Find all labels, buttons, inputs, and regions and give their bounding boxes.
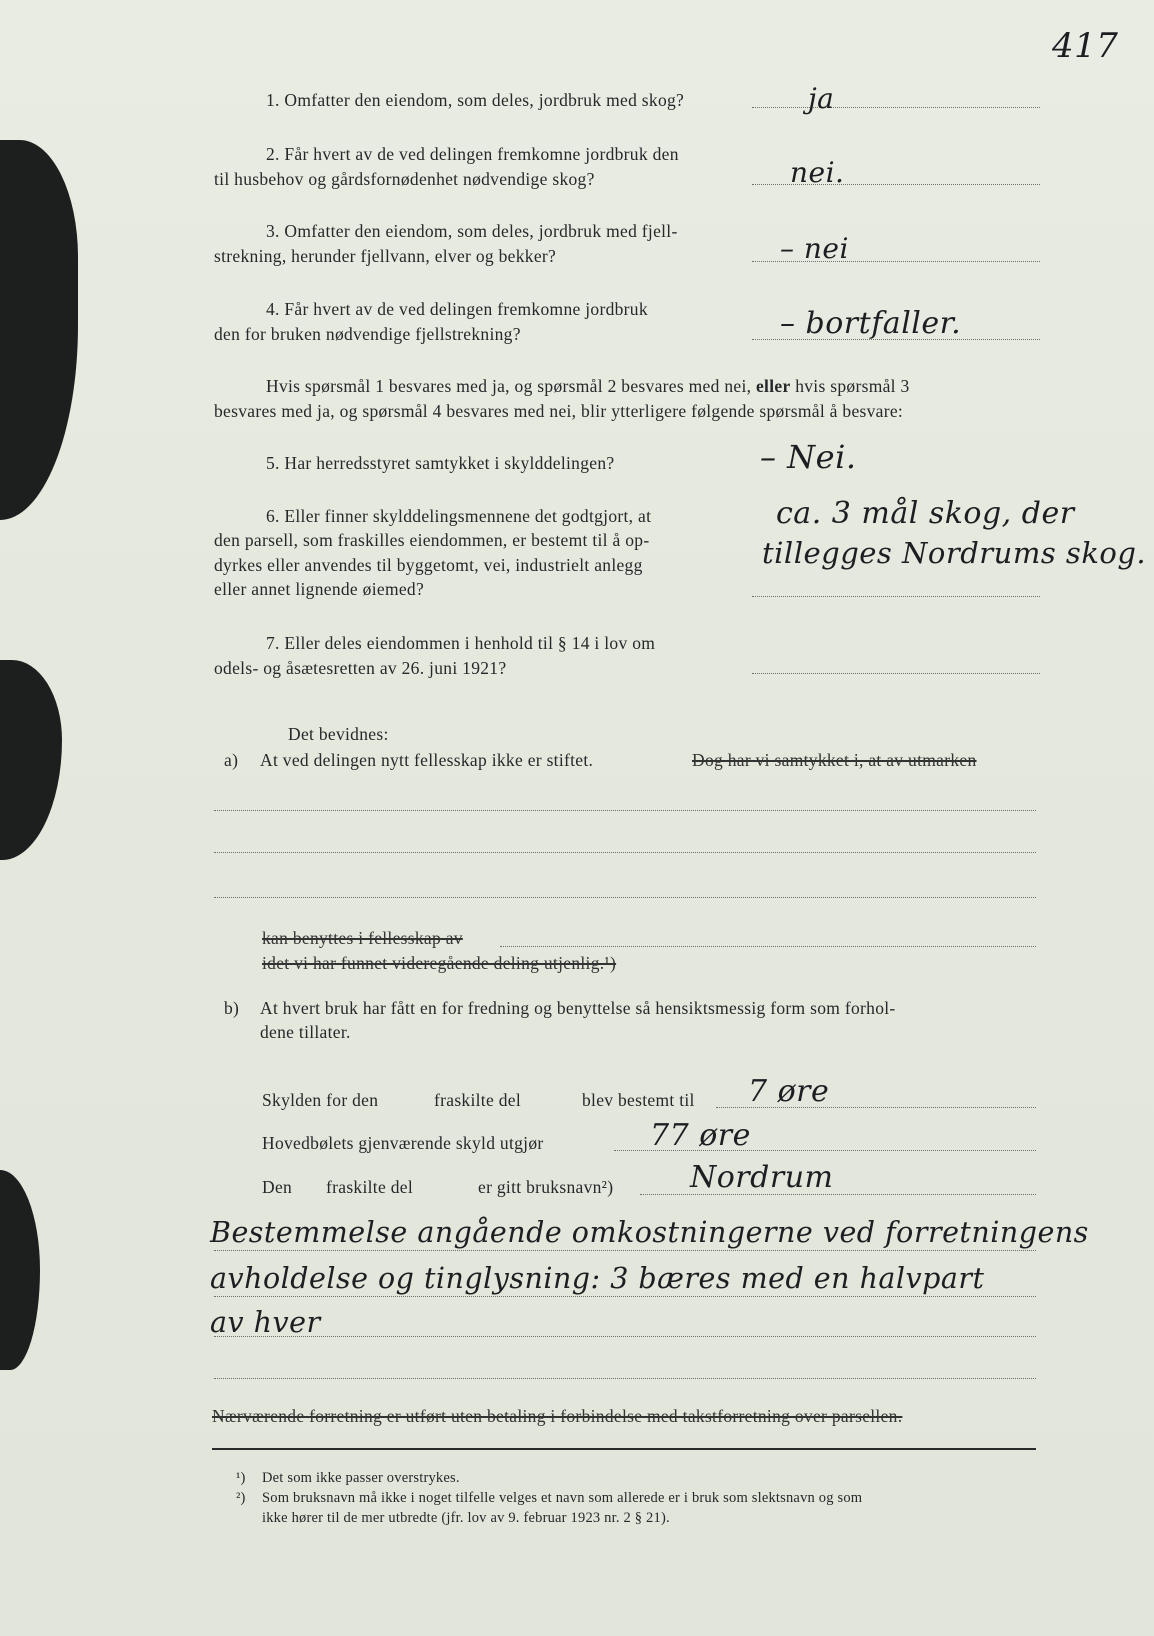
question-5: 5. Har herredsstyret samtykket i skylddelingen? xyxy=(266,453,615,473)
answer-line-7 xyxy=(752,673,1040,674)
answer-line-1 xyxy=(752,107,1040,108)
skyld-line-2-a: Hovedbølets gjenværende skyld utgjør xyxy=(262,1133,544,1153)
attest-a-label: a) xyxy=(224,750,239,770)
question-7-line-2: odels- og åsætesretten av 26. juni 1921? xyxy=(214,658,507,678)
footnote-1-mark: ¹) xyxy=(236,1470,246,1486)
footnote-2-text: Som bruksnavn må ikke i noget tilfelle velges et navn som allerede er i bruk som slektsnavn og som xyxy=(262,1490,863,1506)
skyld-value: 7 øre xyxy=(748,1074,830,1109)
answer-6-line-2: tillegges Nordrums skog. xyxy=(762,536,1147,570)
skyld-line-1-b: fraskilte del xyxy=(434,1090,521,1110)
skyld-line-1-c: blev bestemt til xyxy=(582,1090,695,1110)
question-6-line-2: den parsell, som fraskilles eiendommen, er bestemt til å op- xyxy=(214,530,650,550)
question-6-line-4: eller annet lignende øiemed? xyxy=(214,579,425,599)
binding-blot-bottom xyxy=(0,1170,40,1370)
question-3-line-1: 3. Omfatter den eiendom, som deles, jordbruk med fjell- xyxy=(266,221,678,241)
skyld-line-3-c: er gitt bruksnavn²) xyxy=(478,1177,614,1197)
page-number: 417 xyxy=(1052,26,1119,66)
skyld-line-3-a: Den xyxy=(262,1177,293,1197)
question-6-line-3: dyrkes eller anvendes til byggetomt, vei, industrielt anlegg xyxy=(214,555,643,575)
blank-line-a3 xyxy=(214,897,1036,898)
bruksnavn-value: Nordrum xyxy=(690,1160,834,1195)
struck-closing-statement: Nærværende forretning er utført uten betaling i forbindelse med takstforretning over parsellen. xyxy=(212,1406,903,1426)
handwritten-note-line-2: avholdelse og tinglysning: 3 bæres med en halvpart xyxy=(210,1262,985,1295)
remaining-skyld-value: 77 øre xyxy=(650,1118,751,1153)
attest-a-text: At ved delingen nytt fellesskap ikke er stiftet. xyxy=(260,750,594,770)
answer-line-6 xyxy=(752,596,1040,597)
skyld-line-3-b: fraskilte del xyxy=(326,1177,413,1197)
attest-b-line-2: dene tillater. xyxy=(260,1022,351,1042)
footnote-1-text: Det som ikke passer overstrykes. xyxy=(262,1470,460,1486)
footnote-2-text-2: ikke hører til de mer utbredte (jfr. lov av 9. februar 1923 nr. 2 § 21). xyxy=(262,1510,670,1526)
attest-b-line-1: At hvert bruk har fått en for fredning og benyttelse så hensiktsmessig form som forhol- xyxy=(260,998,896,1018)
binding-blot-top xyxy=(0,140,78,520)
blank-line-a4 xyxy=(500,946,1036,947)
skyld-line-1-a: Skylden for den xyxy=(262,1090,379,1110)
question-4-line-2: den for bruken nødvendige fjellstrekning? xyxy=(214,324,521,344)
handwritten-note-line-1: Bestemmelse angående omkostningerne ved forretningens xyxy=(210,1216,1089,1249)
footnote-2-mark: ²) xyxy=(236,1490,246,1506)
question-2-line-1: 2. Får hvert av de ved delingen fremkomne jordbruk den xyxy=(266,144,679,164)
struck-line-3: idet vi har funnet videregående deling utjenlig.¹) xyxy=(262,953,617,973)
answer-6-line-1: ca. 3 mål skog, der xyxy=(776,496,1075,531)
attest-heading: Det bevidnes: xyxy=(288,724,389,744)
question-3-line-2: strekning, herunder fjellvann, elver og bekker? xyxy=(214,246,557,266)
note-line-2 xyxy=(214,1296,1036,1297)
note-line-3 xyxy=(214,1336,1036,1337)
answer-3: – nei xyxy=(780,232,849,265)
answer-1: ja xyxy=(808,82,835,115)
question-2-line-2: til husbehov og gårdsfornødenhet nødvendige skog? xyxy=(214,169,595,189)
footnote-rule xyxy=(212,1448,1036,1450)
question-6-line-1: 6. Eller finner skylddelingsmennene det godtgjort, at xyxy=(266,506,652,526)
question-4-line-1: 4. Får hvert av de ved delingen fremkomne jordbruk xyxy=(266,299,648,319)
binding-blot-middle xyxy=(0,660,62,860)
handwritten-note-line-3: av hver xyxy=(210,1306,321,1339)
struck-line-2: kan benyttes i fellesskap av xyxy=(262,928,463,948)
note-line-4 xyxy=(214,1378,1036,1379)
answer-4: – bortfaller. xyxy=(780,306,962,341)
answer-2: nei. xyxy=(790,156,845,189)
question-7-line-1: 7. Eller deles eiendommen i henhold til § 14 i lov om xyxy=(266,633,656,653)
blank-line-a1 xyxy=(214,810,1036,811)
question-1: 1. Omfatter den eiendom, som deles, jordbruk med skog? xyxy=(266,90,685,110)
answer-5: – Nei. xyxy=(760,438,857,476)
condition-line-1: Hvis spørsmål 1 besvares med ja, og spørsmål 2 besvares med nei, eller hvis spørsmål 3 xyxy=(266,376,910,396)
blank-line-a2 xyxy=(214,852,1036,853)
note-line-1 xyxy=(214,1250,1036,1251)
condition-line-2: besvares med ja, og spørsmål 4 besvares med nei, blir ytterligere følgende spørsmål å besvare: xyxy=(214,401,904,421)
attest-a-struck: Dog har vi samtykket i, at av utmarken xyxy=(692,750,977,770)
attest-b-label: b) xyxy=(224,998,240,1018)
